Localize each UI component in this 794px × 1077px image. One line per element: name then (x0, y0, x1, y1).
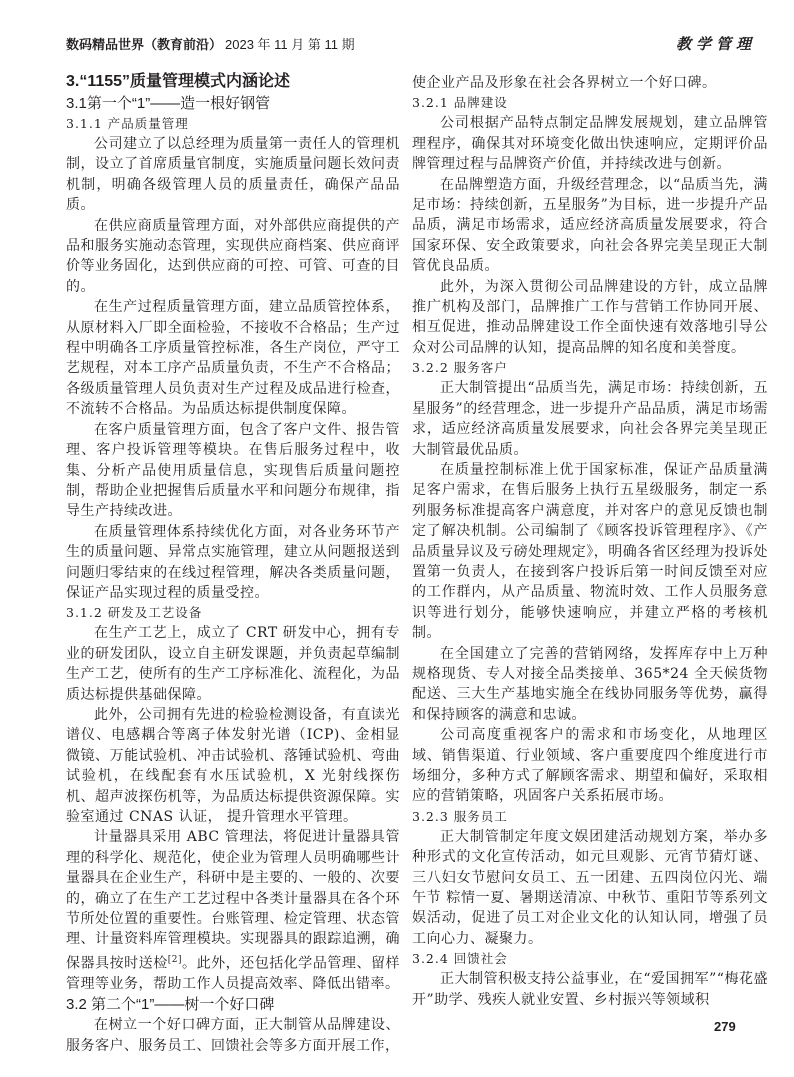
subsubsection-heading: 3.2.3 服务员工 (412, 808, 508, 824)
citation-ref[interactable]: [2] (167, 954, 182, 965)
paragraph: 在质量管理体系持续优化方面，对各业务环节产生的质量问题、异常点实施管理，建立从问题报送到问题归零结束的在线过程管理，解决各类质量问题，保证产品实现过程的质量受控。 (66, 523, 400, 601)
paragraph: 公司高度重视客户的需求和市场变化，从地理区域、销售渠道、行业领域、客户重要度四个维度进行市场细分，多种方式了解顾客需求、期望和偏好，采取相应的营销策略，巩固客户关系拓展市场。 (412, 727, 768, 805)
subsection-heading: 3.2 第二个“1”——树一个好口碑 (66, 996, 275, 1014)
subsubsection-heading: 3.2.1 品牌建设 (412, 95, 508, 111)
paragraph (66, 827, 400, 994)
subsubsection-heading: 3.1.2 研发及工艺设备 (66, 605, 203, 621)
right-column (412, 73, 768, 1010)
section-heading: 3.“1155”质量管理模式内涵论述 (66, 73, 291, 90)
left-column (66, 71, 400, 1056)
paragraph: 在质量控制标准上优于国家标准，保证产品质量满足客户需求，在售后服务上执行五星级服务，制定一系列服务标准提高客户满意度，并对客户的意见反馈也制定了解决机制。公司编制了《顾客投诉管理程序》、《产品质量异议及亏磅处理规定》，明确各省区经理为投诉处置第一负责人，在接到客户投诉后第一时间反馈至对应的工作群内，从产品质量、物流时效、工作人员服务意识等进行划分，能够快速响应，并建立严格的考核机制。 (412, 461, 768, 642)
paragraph: 在供应商质量管理方面，对外部供应商提供的产品和服务实施动态管理，实现供应商档案、供应商评价等业务固化，达到供应商的可控、可管、可查的目的。 (66, 217, 400, 295)
paragraph: 公司建立了以总经理为质量第一责任人的管理机制，设立了首席质量官制度，实施质量问题长效问责机制，明确各级管理人员的质量责任，确保产品品质。 (66, 136, 400, 214)
paragraph: 在全国建立了完善的营销网络，发挥库存中上万种规格现货、专人对接全品类接单、365*24 全天候货物配送、三大生产基地实施全在线协同服务等优势，赢得和保持顾客的满意和忠诚。 (412, 645, 768, 723)
paragraph: 此外，公司拥有先进的检验检测设备，有直读光谱仪、电感耦合等离子体发射光谱（ICP)、金相显微镜、万能试验机、冲击试验机、落锤试验机、弯曲试验机，在线配套有水压试验机，X 光射线探伤机、超声波探伤机等，为品质达标提供资源保障。实验室通过 CNAS 认证， 提升管理水平管理。 (66, 706, 400, 825)
paragraph: 公司根据产品特点制定品牌发展规划，建立品牌管理程序，确保其对环境变化做出快速响应，定期评价品牌管理过程与品牌资产价值，并持续改进与创新。 (412, 115, 768, 173)
section-name: 教学管理 (676, 35, 757, 53)
subsubsection-heading: 3.2.4 回馈社会 (412, 951, 508, 967)
subsubsection-heading: 3.2.2 服务客户 (412, 360, 508, 376)
paragraph: 使企业产品及形象在社会各界树立一个好口碑。 (412, 75, 717, 91)
subsection-heading: 3.1第一个“1”——造一根好钢管 (66, 95, 271, 112)
page-number: 279 (714, 1019, 736, 1034)
paragraph-text: 。此外，还包括化学品管理、留样管理等业务，帮助工作人员提高效率、降低出错率。 (66, 955, 401, 992)
issue-date: 2023 年 11 月 第 11 期 (225, 37, 355, 52)
paragraph: 正大制管积极支持公益事业，在“爱国拥军”“梅花盛开”助学、残疾人就业安置、乡村振兴等领域积 (412, 971, 768, 1008)
paragraph: 正大制管制定年度文娱团建活动规划方案，举办多种形式的文化宣传活动，如元旦观影、元宵节猜灯谜、三八妇女节慰问女员工、五一团建、五四岗位闪光、端午节 粽情一夏、暑期送清凉、中秋节、重阳节等系列文娱活动，促进了员工对企业文化的认知认同，增强了员工向心力、凝聚力。 (412, 828, 768, 947)
paragraph: 正大制管提出“品质当先，满足市场：持续创新，五星服务”的经营理念，进一步提升产品品质，满足市场需求，适应经济高质量发展要求，向社会各界完美呈现正大制管最优品质。 (412, 380, 768, 458)
paragraph: 在生产工艺上，成立了 CRT 研发中心，拥有专业的研发团队，设立自主研发课题，并负责起草编制生产工艺，使所有的生产工序标准化、流程化，为品质达标提供基础保障。 (66, 625, 400, 703)
paragraph: 在品牌塑造方面，升级经营理念，以“品质当先，满足市场：持续创新，五星服务”为目标，进一步提升产品品质，满足市场需求，适应经济高质量发展要求，符合国家环保、安全政策要求，向社会各界完美呈现正大制管优良品质。 (412, 176, 768, 275)
paragraph: 在生产过程质量管理方面，建立品质管控体系，从原材料入厂即全面检验，不接收不合格品；生产过程中明确各工序质量管控标准，各生产岗位，严守工艺规程，对本工序产品质量负责，不生产不合格品；各级质量管理人员负责对生产过程及成品进行检查，不流转不合格品。为品质达标提供制度保障。 (66, 299, 400, 418)
paragraph-text: 计量器具采用 ABC 管理法，将促进计量器具管理的科学化、规范化，使企业为管理人员明确哪些计量器具在企业生产，科研中是主要的、一般的、次要的，确立了在生产工艺过程中各类计量器具在各个环节所处位置的重要性。台账管理、检定管理、状态管理、计量资料库管理模块。实现器具的跟踪追溯，确保器具按时送检 (66, 829, 400, 972)
subsubsection-heading: 3.1.1 产品质量管理 (66, 116, 189, 131)
journal-name: 数码精品世界（教育前沿） (66, 38, 223, 53)
paragraph: 在树立一个好口碑方面，正大制管从品牌建设、服务客户、服务员工、回馈社会等多方面开展工作， (66, 1017, 400, 1054)
paragraph: 此外，为深入贯彻公司品牌建设的方针，成立品牌推广机构及部门，品牌推广工作与营销工作协同开展、相互促进，推动品牌建设工作全面快速有效落地引导公众对公司品牌的认知，提高品牌的知名度和美誉度。 (412, 278, 768, 356)
paragraph: 在客户质量管理方面，包含了客户文件、报告管理、客户投诉管理等模块。在售后服务过程中，收集、分析产品使用质量信息，实现售后质量问题控制，帮助企业把握售后质量水平和问题分布规律，指导生产持续改进。 (66, 421, 400, 520)
